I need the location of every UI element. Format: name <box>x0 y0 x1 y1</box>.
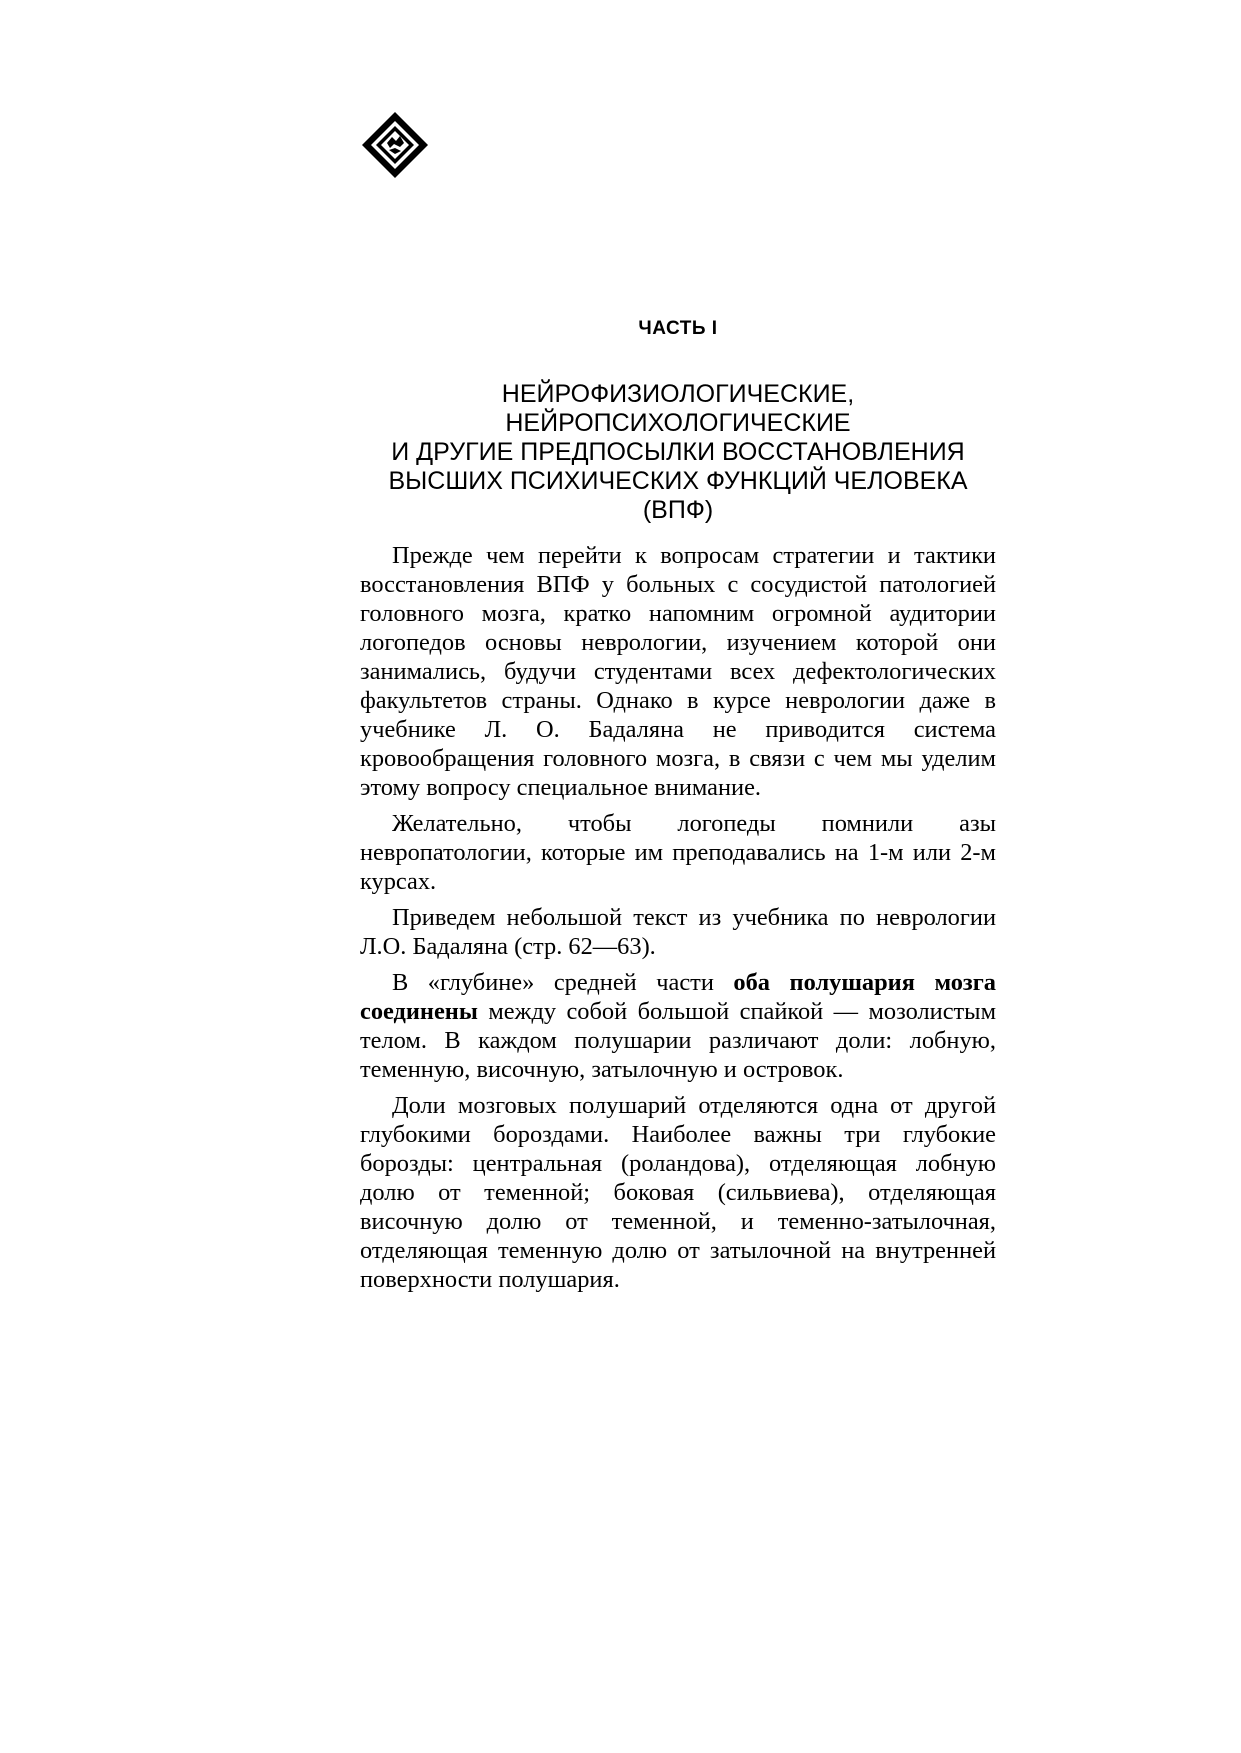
heading-line: НЕЙРОПСИХОЛОГИЧЕСКИЕ <box>505 409 851 437</box>
heading-line: ВЫСШИХ ПСИХИЧЕСКИХ ФУНКЦИЙ ЧЕЛОВЕКА <box>388 467 968 495</box>
paragraph: Приведем небольшой текст из учебника по неврологии Л.О. Бадаляна (стр. 62—63). <box>360 904 996 960</box>
chapter-heading <box>360 380 996 525</box>
heading-line: (ВПФ) <box>642 496 714 524</box>
diamond-emblem-icon <box>360 110 430 180</box>
heading-line: НЕЙРОФИЗИОЛОГИЧЕСКИЕ, <box>501 380 855 408</box>
paragraph: Доли мозговых полушарий отделяются одна от другой глубокими бороздами. Наиболее важны три глубокие борозды: центральная (роландова), отделяющая лобную долю от теменной; боковая (сильвиева), отделяющая височную долю от теменной, и теменно-затылочная, отделяющая теменную долю от затылочной на внутренней поверхности полушария. <box>360 1092 996 1293</box>
paragraph-text: В «глубине» средней части <box>392 969 734 996</box>
paragraph <box>360 968 996 1084</box>
part-label: ЧАСТЬ I <box>638 318 718 339</box>
paragraph-text: между собой большой спайкой — мозолистым телом. В каждом полушарии различают доли: лобную, теменную, височную, затылочную и островок. <box>360 998 996 1083</box>
paragraph: Прежде чем перейти к вопросам стратегии и тактики восстановления ВПФ у больных с сосудистой патологией головного мозга, кратко напомним огромной аудитории логопедов основы неврологии, изучением которой они занимались, будучи студентами всех дефектологических факультетов страны. Однако в курсе неврологии даже в учебнике Л. О. Бадаляна не приводится система кровообращения головного мозга, в связи с чем мы уделим этому вопросу специальное внимание. <box>360 542 996 801</box>
paragraph: Желательно, чтобы логопеды помнили азы невропатологии, которые им преподавались на 1-м или 2-м курсах. <box>360 810 996 895</box>
heading-line: И ДРУГИЕ ПРЕДПОСЫЛКИ ВОССТАНОВЛЕНИЯ <box>391 438 965 466</box>
body-text <box>360 541 996 1301</box>
bold-phrase: оба полушария мозга соединены <box>360 969 997 1025</box>
